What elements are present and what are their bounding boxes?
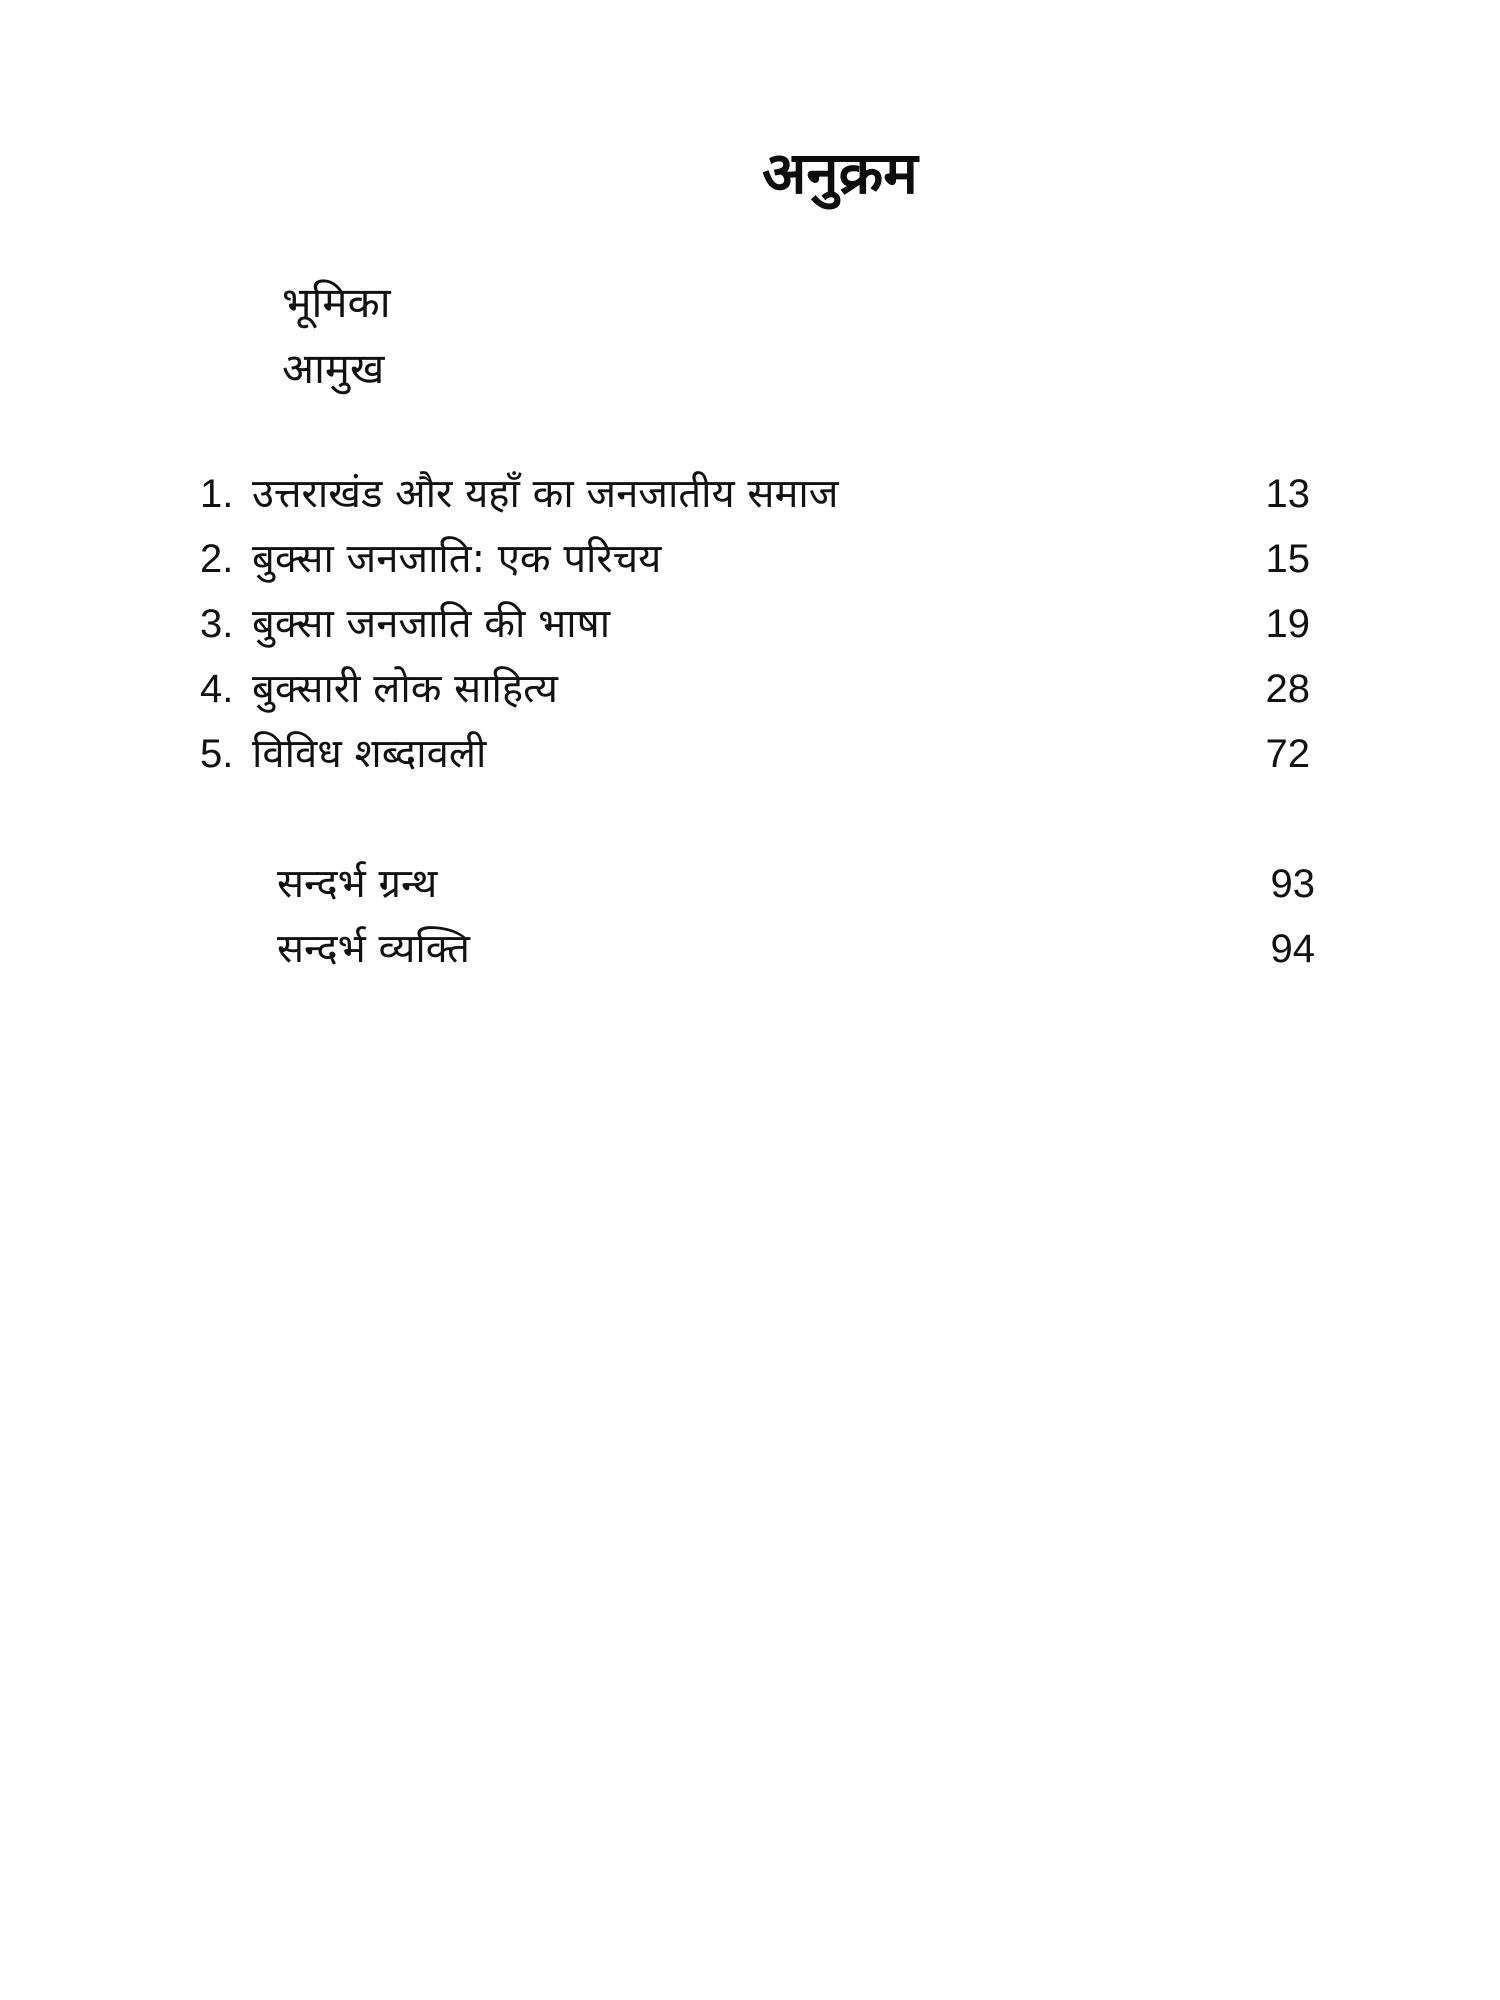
page-number: 94 [1270, 927, 1315, 971]
toc-entry[interactable] [277, 852, 1315, 917]
reference-list [277, 852, 1315, 982]
chapter-title: उत्तराखंड और यहाँ का जनजातीय समाज [252, 471, 839, 517]
toc-entry[interactable] [200, 592, 1310, 657]
chapter-number: 2. [200, 537, 234, 581]
toc-entry[interactable] [200, 527, 1310, 592]
chapter-number: 5. [200, 732, 234, 776]
reference-title: सन्दर्भ ग्रन्थ [277, 861, 438, 907]
toc-entry[interactable] [200, 462, 1310, 527]
chapter-number: 3. [200, 602, 234, 646]
chapter-title: बुक्सारी लोक साहित्य [252, 666, 558, 712]
prelim-item-preface[interactable]: आमुख [282, 344, 385, 393]
chapter-list [200, 462, 1310, 787]
page-number: 15 [1265, 537, 1310, 581]
chapter-title: बुक्सा जनजाति: एक परिचय [252, 536, 662, 582]
page-title: अनुक्रम [762, 139, 918, 207]
chapter-title: बुक्सा जनजाति की भाषा [252, 601, 611, 647]
prelim-list [282, 270, 391, 402]
page-number: 93 [1270, 862, 1315, 906]
page-number: 19 [1265, 602, 1310, 646]
chapter-number: 1. [200, 472, 234, 516]
toc-entry[interactable] [200, 722, 1310, 787]
chapter-title: विविध शब्दावली [252, 731, 487, 777]
prelim-item-foreword[interactable]: भूमिका [282, 278, 391, 327]
page-number: 72 [1265, 732, 1310, 776]
toc-entry[interactable] [277, 917, 1315, 982]
toc-entry[interactable] [200, 657, 1310, 722]
reference-title: सन्दर्भ व्यक्ति [277, 926, 470, 972]
page-number: 28 [1265, 667, 1310, 711]
chapter-number: 4. [200, 667, 234, 711]
page-number: 13 [1265, 472, 1310, 516]
